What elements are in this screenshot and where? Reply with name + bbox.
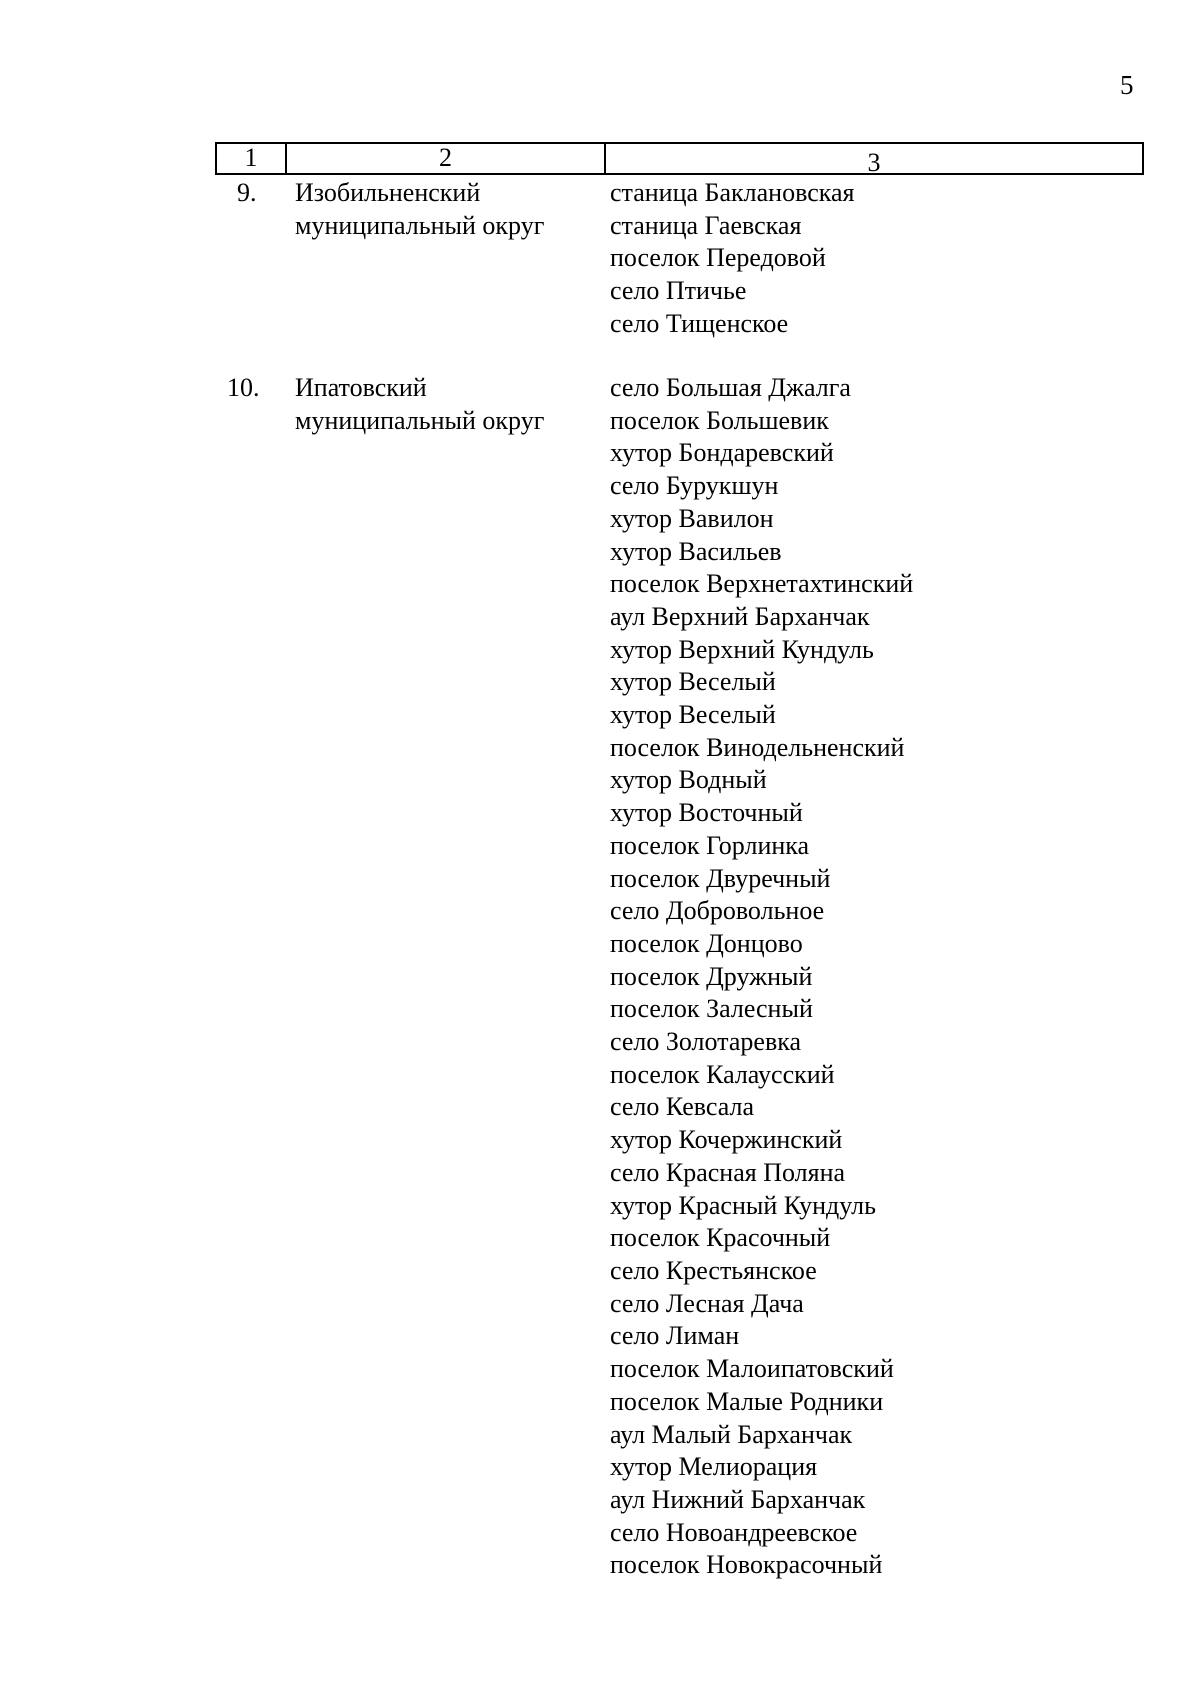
settlement-item: село Новоандреевское [610,1517,858,1547]
settlement-item: село Лесная Дача [610,1288,804,1318]
settlement-item: село Птичье [610,276,747,306]
settlement-item: станица Гаевская [610,210,802,240]
row-number: 10. [227,373,260,402]
settlement-item: поселок Малоипатовский [610,1354,894,1384]
table-header-row [215,142,1144,175]
settlement-item: хутор Верхний Кундуль [610,634,874,664]
settlement-item: поселок Горлинка [610,830,810,860]
settlement-item: хутор Красный Кундуль [610,1190,876,1220]
row-number: 9. [237,178,257,207]
district-name-line-1: Ипатовский [295,373,427,402]
settlement-item: поселок Калаусский [610,1059,835,1089]
settlement-item: поселок Залесный [610,994,813,1024]
settlement-item: аул Нижний Барханчак [610,1484,866,1514]
settlement-item: хутор Васильев [610,536,782,566]
settlement-item: село Крестьянское [610,1255,817,1285]
settlement-item: село Добровольное [610,896,825,926]
settlement-item: хутор Бондаревский [610,438,834,468]
settlement-item: поселок Дружный [610,961,813,991]
settlement-item: село Лиман [610,1321,740,1351]
settlement-item: хутор Мелиорация [610,1452,818,1482]
settlement-item: хутор Веселый [610,700,776,730]
settlement-item: хутор Водный [610,765,767,795]
settlement-list [610,372,1170,1582]
settlement-item: село Большая Джалга [610,373,851,402]
settlement-item: хутор Вавилон [610,503,774,533]
settlement-item: поселок Малые Родники [610,1386,884,1416]
settlement-item: село Кевсала [610,1092,755,1122]
settlement-item: поселок Красочный [610,1223,831,1253]
settlement-item: хутор Восточный [610,798,803,828]
district-name-line-1: Изобильненский [295,178,481,207]
settlement-item: поселок Донцово [610,928,803,958]
district-name [295,372,595,437]
settlement-item: поселок Двуречный [610,863,831,893]
settlement-item: поселок Винодельненский [610,732,905,762]
settlement-item: станица Баклановская [610,178,855,207]
page-number: 5 [1120,70,1134,100]
district-name-line-2: муниципальный округ [295,405,545,435]
settlement-item: село Красная Поляна [610,1157,846,1187]
settlement-list [610,177,1170,341]
settlement-item: село Золотаревка [610,1027,802,1057]
header-column-2: 2 [287,144,606,173]
settlement-item: поселок Верхнетахтинский [610,569,914,599]
header-column-3: 3 [867,148,881,177]
settlement-item: аул Верхний Барханчак [610,601,870,631]
settlement-item: поселок Передовой [610,243,826,273]
settlement-item: поселок Большевик [610,405,829,435]
district-name-line-2: муниципальный округ [295,210,545,240]
settlement-item: хутор Веселый [610,667,776,697]
header-column-1: 1 [217,144,287,173]
settlement-item: поселок Новокрасочный [610,1550,883,1580]
district-name [295,177,595,242]
settlement-item: аул Малый Барханчак [610,1419,853,1449]
settlement-item: село Тищенское [610,308,789,338]
settlement-item: село Бурукшун [610,471,779,501]
settlement-item: хутор Кочержинский [610,1125,843,1155]
